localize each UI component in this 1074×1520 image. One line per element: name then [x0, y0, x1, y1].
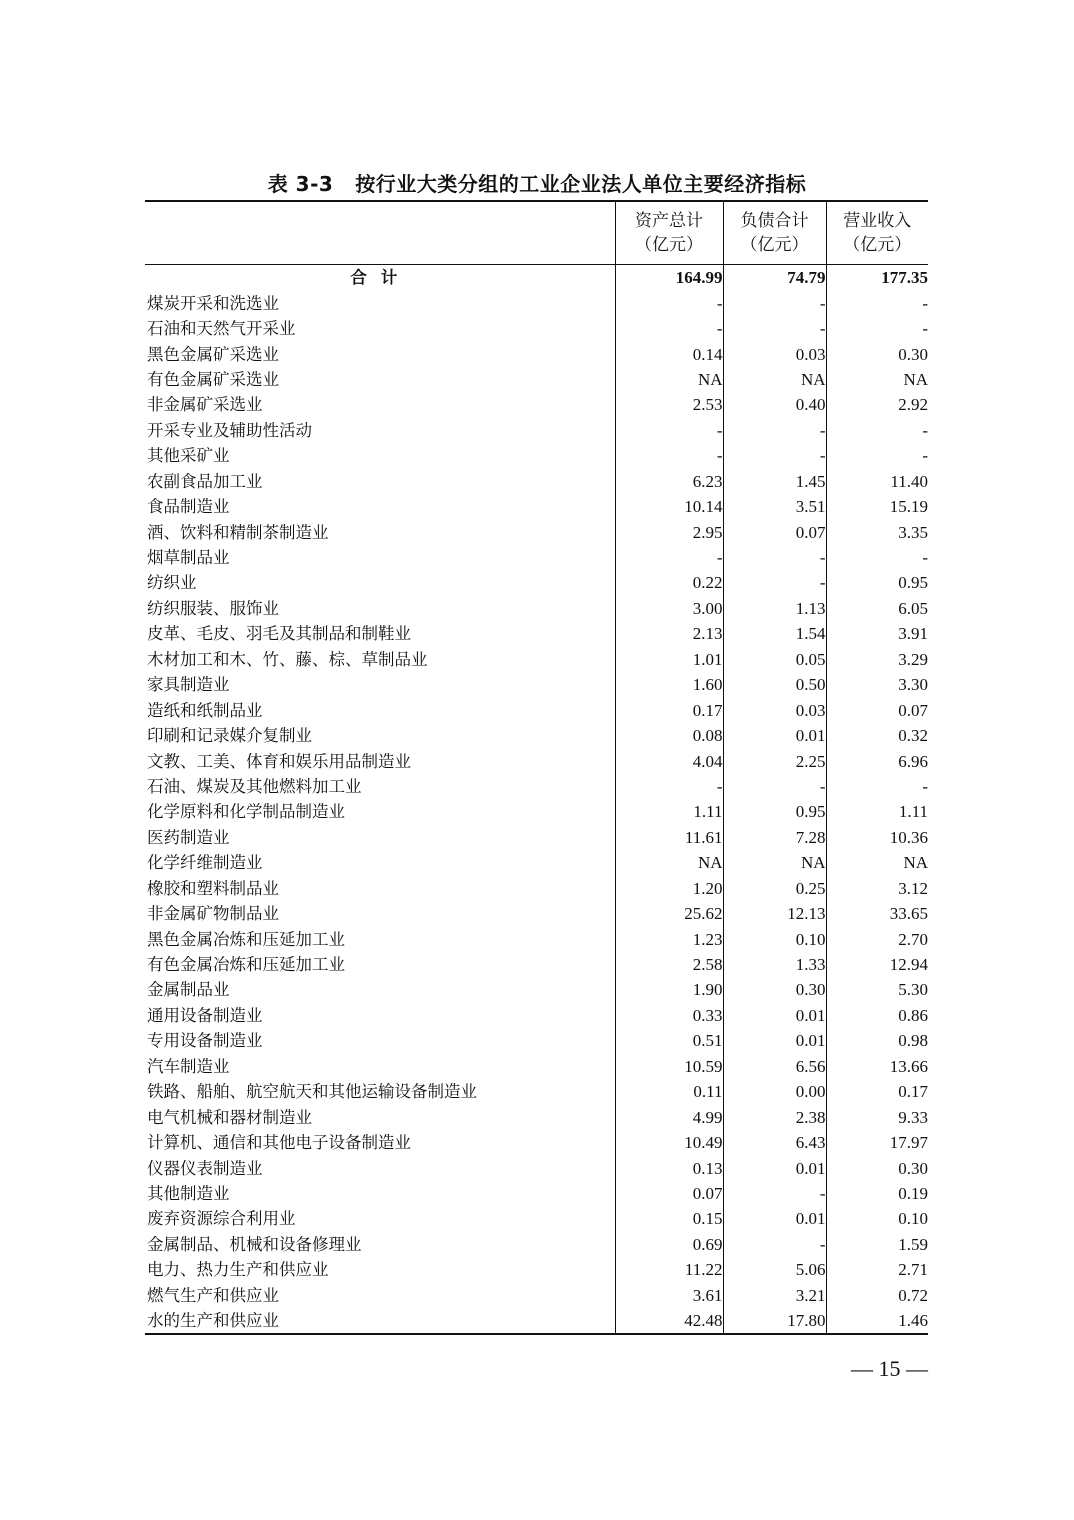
- header-total-assets-label: 资产总计: [635, 211, 703, 231]
- assets-value: 3.61: [615, 1283, 723, 1308]
- table-row: [145, 977, 928, 1002]
- industry-name: 石油、煤炭及其他燃料加工业: [147, 776, 362, 796]
- assets-value: 0.17: [615, 697, 723, 722]
- table-row: [145, 1181, 928, 1206]
- liabilities-value: -: [723, 1181, 826, 1206]
- assets-value: NA: [615, 850, 723, 875]
- table-row: [145, 825, 928, 850]
- table-row: [145, 926, 928, 951]
- liabilities-value: 5.06: [723, 1257, 826, 1282]
- liabilities-value: NA: [723, 367, 826, 392]
- liabilities-value: 1.45: [723, 469, 826, 494]
- table-row: [145, 545, 928, 570]
- revenue-value: NA: [826, 367, 928, 392]
- revenue-value: 0.32: [826, 723, 928, 748]
- page-number: — 15 —: [851, 1356, 928, 1381]
- liabilities-value: 3.21: [723, 1283, 826, 1308]
- revenue-value: 2.70: [826, 926, 928, 951]
- table-row: [145, 621, 928, 646]
- table-row: [145, 1232, 928, 1257]
- revenue-value: 6.96: [826, 748, 928, 773]
- liabilities-value: 0.30: [723, 977, 826, 1002]
- liabilities-value: 0.25: [723, 876, 826, 901]
- liabilities-value: 0.01: [723, 1206, 826, 1231]
- industry-name: 烟草制品业: [147, 548, 230, 568]
- revenue-value: -: [826, 443, 928, 468]
- industry-name: 纺织服装、服饰业: [147, 598, 279, 618]
- assets-value: 6.23: [615, 469, 723, 494]
- header-operating-revenue-label: 营业收入: [843, 211, 912, 231]
- revenue-value: 0.95: [826, 570, 928, 595]
- industry-name: 木材加工和木、竹、藤、棕、草制品业: [147, 649, 428, 669]
- revenue-value: 0.30: [826, 341, 928, 366]
- table-row: [145, 1308, 928, 1334]
- assets-value: 0.14: [615, 341, 723, 366]
- table-row: [145, 876, 928, 901]
- revenue-value: 17.97: [826, 1130, 928, 1155]
- table-row: [145, 443, 928, 468]
- liabilities-value: -: [723, 443, 826, 468]
- industry-name: 煤炭开采和洗选业: [147, 293, 279, 313]
- assets-value: 0.13: [615, 1155, 723, 1180]
- industry-name: 电气机械和器材制造业: [147, 1107, 312, 1127]
- revenue-value: 0.07: [826, 697, 928, 722]
- assets-value: -: [615, 418, 723, 443]
- assets-value: 0.33: [615, 1003, 723, 1028]
- table-body: [145, 265, 928, 1335]
- liabilities-value: 0.01: [723, 1003, 826, 1028]
- header-operating-revenue: [826, 201, 928, 265]
- table-row: [145, 596, 928, 621]
- liabilities-value: 0.10: [723, 926, 826, 951]
- industry-name: 有色金属矿采选业: [147, 369, 279, 389]
- assets-value: 0.22: [615, 570, 723, 595]
- industry-name: 石油和天然气开采业: [147, 319, 296, 339]
- liabilities-value: 0.01: [723, 1028, 826, 1053]
- table-number: 表 3-3: [267, 172, 334, 196]
- table-row: [145, 1054, 928, 1079]
- total-assets-value: 164.99: [615, 265, 723, 291]
- revenue-value: 33.65: [826, 901, 928, 926]
- industry-name: 食品制造业: [147, 497, 230, 517]
- liabilities-value: -: [723, 1232, 826, 1257]
- table-row: [145, 1283, 928, 1308]
- assets-value: 0.08: [615, 723, 723, 748]
- assets-value: 1.23: [615, 926, 723, 951]
- header-total-assets-unit: （亿元）: [635, 235, 703, 255]
- liabilities-value: 3.51: [723, 494, 826, 519]
- table-row: [145, 341, 928, 366]
- assets-value: 2.53: [615, 392, 723, 417]
- revenue-value: 1.59: [826, 1232, 928, 1257]
- liabilities-value: -: [723, 316, 826, 341]
- header-total-liabilities: [723, 201, 826, 265]
- revenue-value: 0.19: [826, 1181, 928, 1206]
- liabilities-value: -: [723, 290, 826, 315]
- liabilities-value: 0.01: [723, 1155, 826, 1180]
- table-row: [145, 697, 928, 722]
- revenue-value: 1.11: [826, 799, 928, 824]
- liabilities-value: 0.01: [723, 723, 826, 748]
- table-title-text: 按行业大类分组的工业企业法人单位主要经济指标: [355, 172, 807, 196]
- assets-value: 3.00: [615, 596, 723, 621]
- assets-value: -: [615, 443, 723, 468]
- assets-value: 1.11: [615, 799, 723, 824]
- assets-value: 10.14: [615, 494, 723, 519]
- liabilities-value: 0.03: [723, 697, 826, 722]
- revenue-value: 12.94: [826, 952, 928, 977]
- industry-name: 纺织业: [147, 573, 197, 593]
- table-row: [145, 418, 928, 443]
- assets-value: NA: [615, 367, 723, 392]
- table-row: [145, 952, 928, 977]
- assets-value: 1.60: [615, 672, 723, 697]
- industry-name: 有色金属冶炼和压延加工业: [147, 955, 345, 975]
- table-row: [145, 774, 928, 799]
- assets-value: 1.01: [615, 647, 723, 672]
- liabilities-value: -: [723, 774, 826, 799]
- header-total-liabilities-label: 负债合计: [740, 211, 809, 231]
- table-row: [145, 850, 928, 875]
- assets-value: 2.13: [615, 621, 723, 646]
- revenue-value: -: [826, 418, 928, 443]
- industry-name: 水的生产和供应业: [145, 1308, 615, 1334]
- industry-name: 橡胶和塑料制品业: [147, 878, 279, 898]
- revenue-value: 3.30: [826, 672, 928, 697]
- industry-name: 汽车制造业: [147, 1056, 230, 1076]
- industry-name: 皮革、毛皮、羽毛及其制品和制鞋业: [147, 624, 411, 644]
- industry-name: 非金属矿物制品业: [147, 904, 279, 924]
- table-row: [145, 1079, 928, 1104]
- table-row: [145, 392, 928, 417]
- revenue-value: 9.33: [826, 1104, 928, 1129]
- industry-name: 化学原料和化学制品制造业: [147, 802, 345, 822]
- liabilities-value: 17.80: [723, 1308, 826, 1334]
- assets-value: 10.49: [615, 1130, 723, 1155]
- industry-name: 黑色金属冶炼和压延加工业: [147, 929, 345, 949]
- liabilities-value: 7.28: [723, 825, 826, 850]
- liabilities-value: 0.05: [723, 647, 826, 672]
- liabilities-value: 0.00: [723, 1079, 826, 1104]
- assets-value: 0.15: [615, 1206, 723, 1231]
- table-row: [145, 1028, 928, 1053]
- revenue-value: 5.30: [826, 977, 928, 1002]
- industry-name: 非金属矿采选业: [147, 395, 263, 415]
- industry-name: 其他采矿业: [147, 446, 230, 466]
- total-liabilities-value: 74.79: [723, 265, 826, 291]
- revenue-value: 3.29: [826, 647, 928, 672]
- table-title: [0, 168, 1074, 197]
- revenue-value: 15.19: [826, 494, 928, 519]
- table-row: [145, 723, 928, 748]
- table-row: [145, 647, 928, 672]
- table-row: [145, 1130, 928, 1155]
- table-row: [145, 672, 928, 697]
- revenue-value: 13.66: [826, 1054, 928, 1079]
- table-row: [145, 1206, 928, 1231]
- header-operating-revenue-unit: （亿元）: [843, 235, 912, 255]
- table-row: [145, 1003, 928, 1028]
- table-row: [145, 1257, 928, 1282]
- industry-name: 燃气生产和供应业: [147, 1285, 279, 1305]
- table-row: [145, 748, 928, 773]
- liabilities-value: 6.56: [723, 1054, 826, 1079]
- table-row: [145, 316, 928, 341]
- industry-name: 铁路、船舶、航空航天和其他运输设备制造业: [147, 1082, 477, 1102]
- industry-name: 其他制造业: [147, 1183, 230, 1203]
- assets-value: 25.62: [615, 901, 723, 926]
- revenue-value: 2.71: [826, 1257, 928, 1282]
- table-row: [145, 799, 928, 824]
- revenue-value: 1.46: [826, 1308, 928, 1334]
- table-header-row: [145, 201, 928, 265]
- liabilities-value: -: [723, 418, 826, 443]
- revenue-value: 3.91: [826, 621, 928, 646]
- industry-name: 农副食品加工业: [147, 471, 263, 491]
- assets-value: -: [615, 290, 723, 315]
- liabilities-value: 2.25: [723, 748, 826, 773]
- industry-name: 计算机、通信和其他电子设备制造业: [147, 1133, 411, 1153]
- liabilities-value: -: [723, 570, 826, 595]
- assets-value: 42.48: [615, 1308, 723, 1334]
- liabilities-value: 1.13: [723, 596, 826, 621]
- revenue-value: -: [826, 316, 928, 341]
- revenue-value: NA: [826, 850, 928, 875]
- liabilities-value: 0.07: [723, 519, 826, 544]
- revenue-value: 0.10: [826, 1206, 928, 1231]
- liabilities-value: 2.38: [723, 1104, 826, 1129]
- industry-name: 金属制品业: [147, 980, 230, 1000]
- revenue-value: 11.40: [826, 469, 928, 494]
- liabilities-value: 0.95: [723, 799, 826, 824]
- assets-value: 0.11: [615, 1079, 723, 1104]
- revenue-value: 3.12: [826, 876, 928, 901]
- revenue-value: -: [826, 290, 928, 315]
- table-row: [145, 1155, 928, 1180]
- table-row: [145, 494, 928, 519]
- table-row: [145, 519, 928, 544]
- table-row: [145, 1104, 928, 1129]
- liabilities-value: 6.43: [723, 1130, 826, 1155]
- economic-indicators-table: [145, 200, 928, 1335]
- liabilities-value: 1.33: [723, 952, 826, 977]
- industry-name: 医药制造业: [147, 827, 230, 847]
- assets-value: 4.99: [615, 1104, 723, 1129]
- industry-name: 电力、热力生产和供应业: [147, 1260, 329, 1280]
- table-row: [145, 367, 928, 392]
- total-label: 合计: [350, 268, 412, 288]
- liabilities-value: -: [723, 545, 826, 570]
- table-row: [145, 290, 928, 315]
- assets-value: -: [615, 316, 723, 341]
- liabilities-value: 0.40: [723, 392, 826, 417]
- assets-value: 2.58: [615, 952, 723, 977]
- industry-name: 专用设备制造业: [147, 1031, 263, 1051]
- header-total-liabilities-unit: （亿元）: [740, 235, 809, 255]
- industry-name: 家具制造业: [147, 675, 230, 695]
- revenue-value: 6.05: [826, 596, 928, 621]
- industry-name: 废弃资源综合利用业: [147, 1209, 296, 1229]
- industry-name: 化学纤维制造业: [147, 853, 263, 873]
- table-row-total: [145, 265, 928, 291]
- industry-name: 文教、工美、体育和娱乐用品制造业: [147, 751, 411, 771]
- revenue-value: -: [826, 545, 928, 570]
- assets-value: 4.04: [615, 748, 723, 773]
- industry-name: 仪器仪表制造业: [147, 1158, 263, 1178]
- table-row: [145, 901, 928, 926]
- liabilities-value: 0.50: [723, 672, 826, 697]
- industry-name: 金属制品、机械和设备修理业: [147, 1234, 362, 1254]
- header-total-assets: [615, 201, 723, 265]
- assets-value: 1.90: [615, 977, 723, 1002]
- industry-name: 开采专业及辅助性活动: [147, 420, 312, 440]
- liabilities-value: NA: [723, 850, 826, 875]
- table-row: [145, 469, 928, 494]
- revenue-value: -: [826, 774, 928, 799]
- assets-value: 0.07: [615, 1181, 723, 1206]
- revenue-value: 0.86: [826, 1003, 928, 1028]
- revenue-value: 10.36: [826, 825, 928, 850]
- industry-name: 黑色金属矿采选业: [147, 344, 279, 364]
- assets-value: -: [615, 545, 723, 570]
- assets-value: 2.95: [615, 519, 723, 544]
- assets-value: 0.69: [615, 1232, 723, 1257]
- industry-name: 通用设备制造业: [147, 1005, 263, 1025]
- table-row: [145, 570, 928, 595]
- revenue-value: 0.72: [826, 1283, 928, 1308]
- revenue-value: 0.17: [826, 1079, 928, 1104]
- assets-value: 11.61: [615, 825, 723, 850]
- assets-value: 10.59: [615, 1054, 723, 1079]
- revenue-value: 2.92: [826, 392, 928, 417]
- assets-value: -: [615, 774, 723, 799]
- assets-value: 1.20: [615, 876, 723, 901]
- revenue-value: 3.35: [826, 519, 928, 544]
- assets-value: 11.22: [615, 1257, 723, 1282]
- assets-value: 0.51: [615, 1028, 723, 1053]
- industry-name: 酒、饮料和精制茶制造业: [147, 522, 329, 542]
- industry-name: 造纸和纸制品业: [147, 700, 263, 720]
- revenue-value: 0.98: [826, 1028, 928, 1053]
- industry-name: 印刷和记录媒介复制业: [147, 726, 312, 746]
- revenue-value: 0.30: [826, 1155, 928, 1180]
- liabilities-value: 0.03: [723, 341, 826, 366]
- total-revenue-value: 177.35: [826, 265, 928, 291]
- liabilities-value: 12.13: [723, 901, 826, 926]
- header-blank: [145, 201, 615, 265]
- liabilities-value: 1.54: [723, 621, 826, 646]
